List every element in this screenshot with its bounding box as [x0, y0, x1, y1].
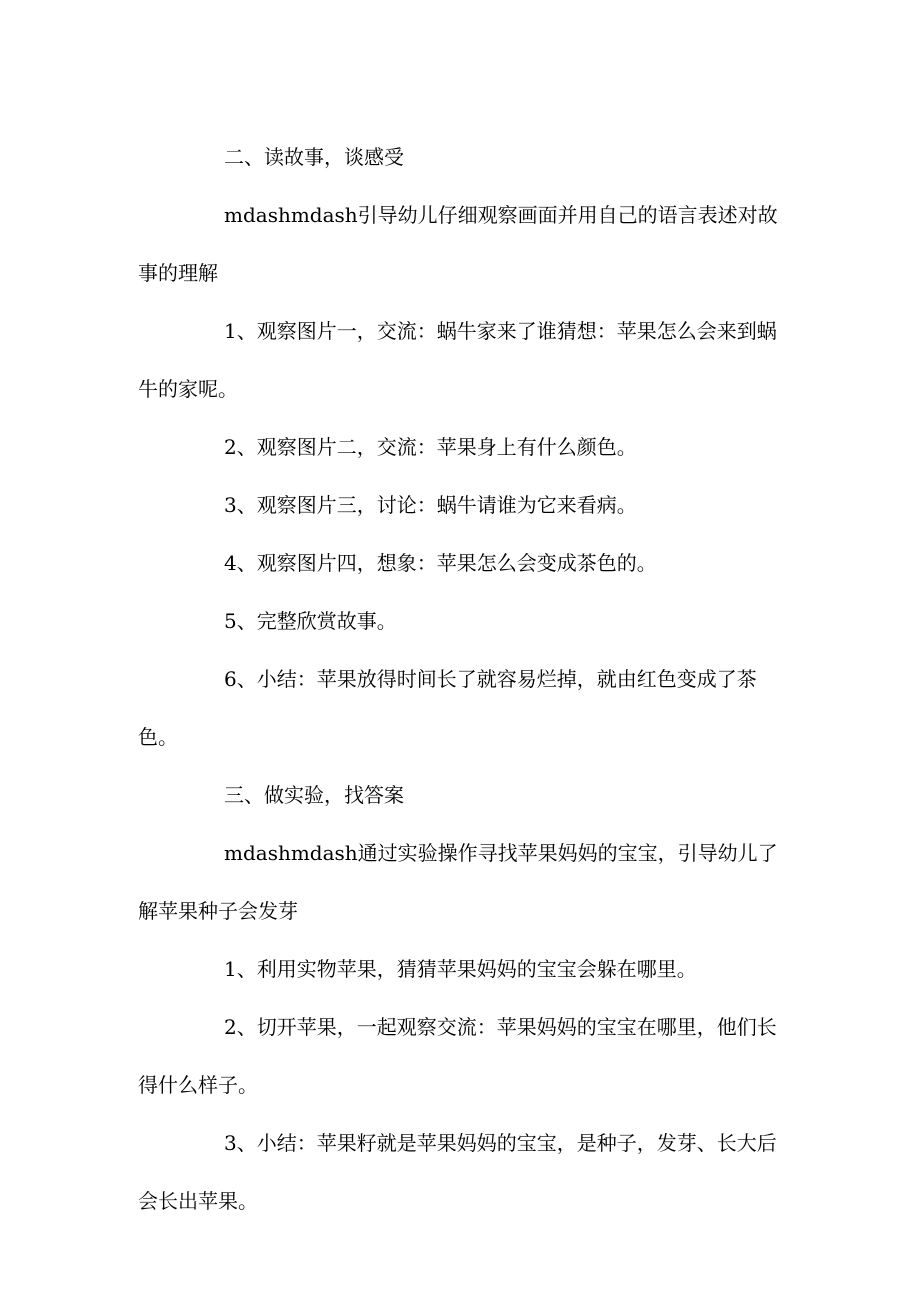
paragraph-intro-3: mdashmdash通过实验操作寻找苹果妈妈的宝宝，引导幼儿了解苹果种子会发芽 — [138, 841, 778, 923]
list-item-8: 2、切开苹果，一起观察交流：苹果妈妈的宝宝在哪里，他们长得什么样子。 — [138, 1015, 777, 1097]
list-item-3: 3、观察图片三，讨论：蜗牛请谁为它来看病。 — [224, 493, 637, 517]
section-heading-3: 三、做实验，找答案 — [224, 783, 404, 807]
section-heading-2: 二、读故事，谈感受 — [224, 145, 404, 169]
list-item-9: 3、小结：苹果籽就是苹果妈妈的宝宝，是种子，发芽、长大后会长出苹果。 — [138, 1131, 777, 1213]
list-item-2: 2、观察图片二，交流：苹果身上有什么颜色。 — [224, 435, 637, 459]
list-item-1: 1、观察图片一，交流：蜗牛家来了谁猜想：苹果怎么会来到蜗牛的家呢。 — [138, 319, 777, 401]
list-item-4: 4、观察图片四，想象：苹果怎么会变成茶色的。 — [224, 551, 657, 575]
list-item-6: 6、小结：苹果放得时间长了就容易烂掉，就由红色变成了茶色。 — [138, 667, 757, 749]
paragraph-intro-2: mdashmdash引导幼儿仔细观察画面并用自己的语言表述对故事的理解 — [138, 203, 778, 285]
list-item-5: 5、完整欣赏故事。 — [224, 609, 397, 633]
list-item-7: 1、利用实物苹果，猜猜苹果妈妈的宝宝会躲在哪里。 — [224, 957, 697, 981]
document-body — [138, 128, 790, 1230]
